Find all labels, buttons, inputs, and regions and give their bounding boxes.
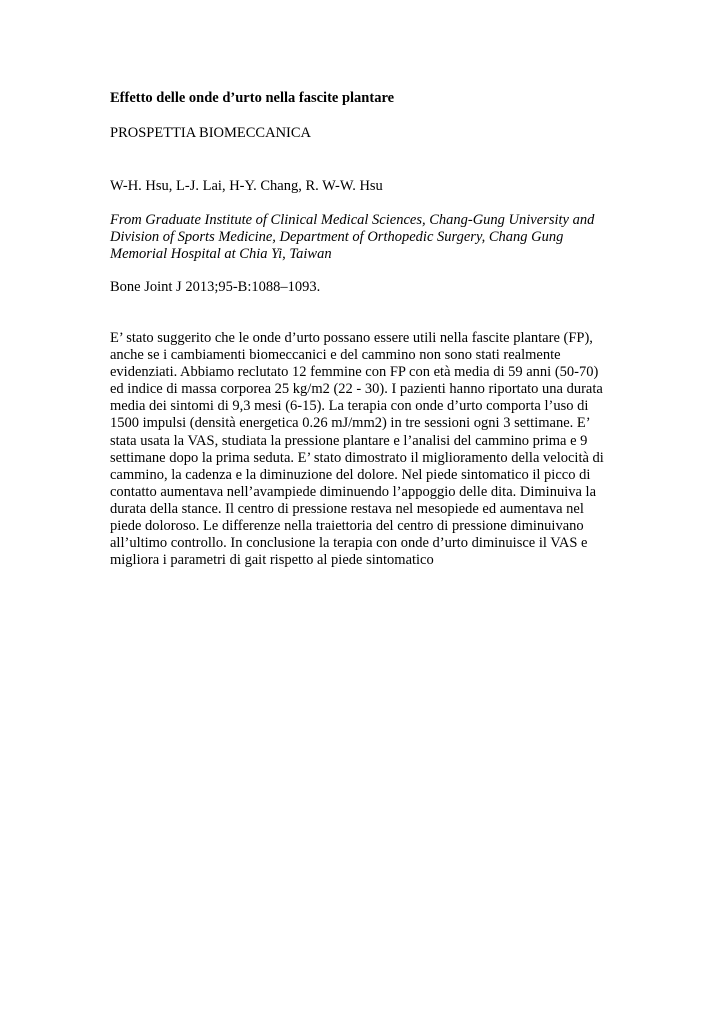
affiliation-line: Memorial Hospital at Chia Yi, Taiwan	[110, 246, 332, 262]
author-affiliation	[110, 212, 610, 263]
abstract-paragraph	[110, 330, 604, 569]
author-list: W-H. Hsu, L-J. Lai, H-Y. Chang, R. W-W. Hsu	[110, 178, 383, 194]
affiliation-line: From Graduate Institute of Clinical Medical Sciences, Chang-Gung University and	[110, 212, 595, 228]
abstract-line: 1500 impulsi (densità energetica 0.26 mJ/mm2) in tre sessioni ogni 3 settimane. E’	[110, 415, 591, 432]
document-page	[110, 90, 610, 569]
document-subtitle: PROSPETTIA BIOMECCANICA	[110, 125, 312, 141]
affiliation-line: Division of Sports Medicine, Department of Orthopedic Surgery, Chang Gung	[110, 229, 564, 245]
abstract-line: durata della stance. Il centro di pressione restava nel mesopiede ed aumentava nel	[110, 500, 584, 517]
abstract-line: contatto aumentava nell’avampiede diminuendo l’appoggio delle dita. Diminuiva la	[110, 483, 597, 500]
abstract-line: stata usata la VAS, studiata la pressione plantare e l’analisi del cammino prima e 9	[110, 432, 588, 449]
abstract-line: piede doloroso. Le differenze nella traiettoria del centro di pressione diminuivano	[110, 518, 584, 535]
journal-citation: Bone Joint J 2013;95-B:1088–1093.	[110, 279, 321, 295]
abstract-line: media dei sintomi di 9,3 mesi (6-15). La terapia con onde d’urto comporta l’uso di	[110, 398, 589, 415]
abstract-line: anche se i cambiamenti biomeccanici e del cammino non sono stati realmente	[110, 347, 561, 364]
abstract-line: settimane dopo la prima seduta. E’ stato dimostrato il miglioramento della velocità di	[110, 449, 604, 466]
abstract-line: ed indice di massa corporea 25 kg/m2 (22 - 30). I pazienti hanno riportato una durata	[110, 381, 603, 398]
abstract-line: evidenziati. Abbiamo reclutato 12 femmine con FP con età media di 59 anni (50-70)	[110, 364, 599, 381]
document-title: Effetto delle onde d’urto nella fascite plantare	[110, 90, 395, 106]
abstract-line: all’ultimo controllo. In conclusione la terapia con onde d’urto diminuisce il VAS e	[110, 535, 588, 552]
abstract-line: E’ stato suggerito che le onde d’urto possano essere utili nella fascite plantare (FP),	[110, 330, 593, 346]
abstract-line: migliora i parametri di gait rispetto al piede sintomatico	[110, 552, 434, 569]
abstract-line: cammino, la cadenza e la diminuzione del dolore. Nel piede sintomatico il picco di	[110, 466, 591, 483]
